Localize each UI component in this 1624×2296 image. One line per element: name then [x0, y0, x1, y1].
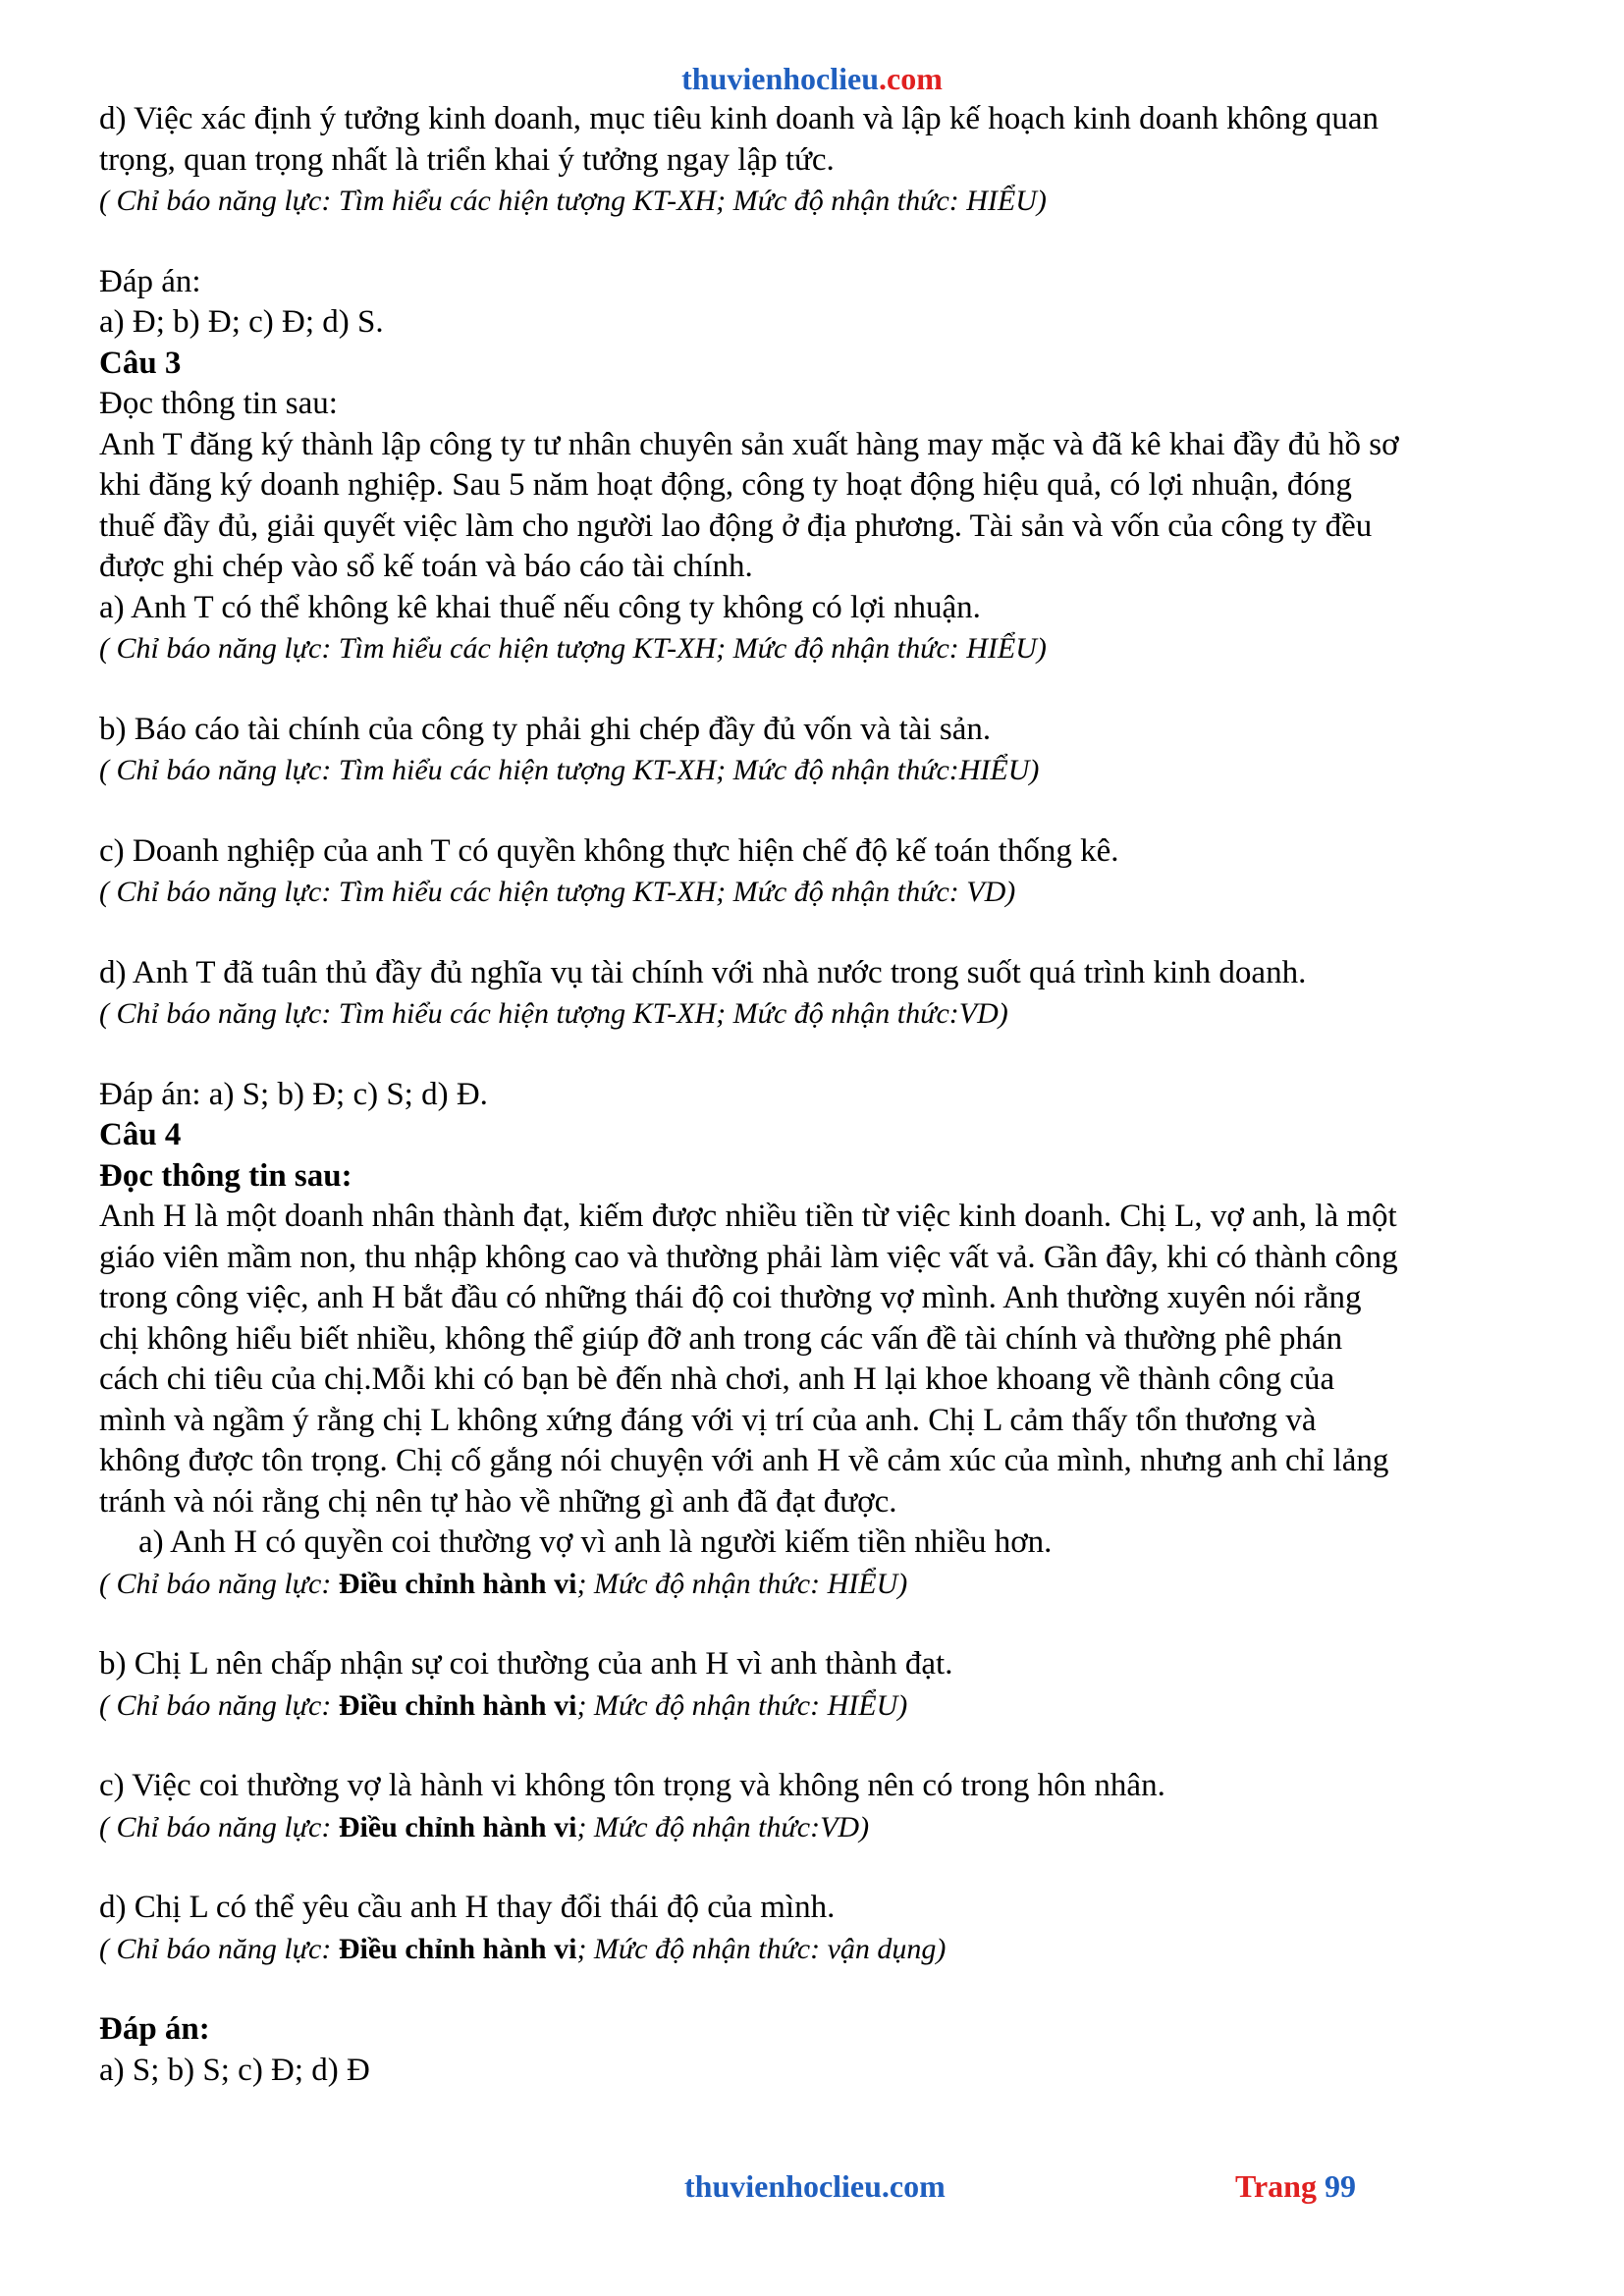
- q4-item-b-note: [99, 1685, 1543, 1727]
- footer-site-name: thuvienhoclieu.com: [684, 2168, 946, 2204]
- note-prefix: ( Chỉ báo năng lực:: [99, 1932, 339, 1965]
- note-competency: Điều chỉnh hành vi: [338, 1932, 577, 1965]
- q4-answer: a) S; b) S; c) Đ; d) Đ: [99, 2052, 370, 2088]
- q4-item-a-note: [99, 1564, 1543, 1605]
- q2-item-d-line2: trọng, quan trọng nhất là triển khai ý tưởng ngay lập tức.: [99, 141, 835, 178]
- note-competency: Điều chỉnh hành vi: [338, 1688, 577, 1722]
- note-suffix: ; Mức độ nhận thức: HIỂU): [576, 1567, 908, 1600]
- q4-passage-line: giáo viên mầm non, thu nhập không cao và thường phải làm việc vất vả. Gần đây, khi có thành công: [99, 1239, 1398, 1275]
- q3-passage-line: được ghi chép vào sổ kế toán và báo cáo tài chính.: [99, 549, 753, 584]
- q3-item-a: a) Anh T có thể không kê khai thuế nếu công ty không có lợi nhuận.: [99, 589, 981, 625]
- header-site-name-part2: .com: [879, 61, 943, 96]
- q3-intro: Đọc thông tin sau:: [99, 386, 338, 421]
- page-content: [99, 99, 1543, 2091]
- q3-item-b-note: ( Chỉ báo năng lực: Tìm hiểu các hiện tượng KT-XH; Mức độ nhận thức:HIỂU): [99, 754, 1040, 786]
- header-site-name-part1: thuvienhoclieu: [681, 61, 880, 96]
- note-prefix: ( Chỉ báo năng lực:: [99, 1810, 339, 1843]
- q3-item-a-note: ( Chỉ báo năng lực: Tìm hiểu các hiện tượng KT-XH; Mức độ nhận thức: HIỂU): [99, 632, 1047, 665]
- q4-passage-line: Anh H là một doanh nhân thành đạt, kiếm được nhiều tiền từ việc kinh doanh. Chị L, vợ anh, là một: [99, 1199, 1397, 1234]
- q2-item-d-note: ( Chỉ báo năng lực: Tìm hiểu các hiện tượng KT-XH; Mức độ nhận thức: HIỂU): [99, 185, 1047, 217]
- q2-answer: a) Đ; b) Đ; c) Đ; d) S.: [99, 304, 384, 340]
- q3-passage-line: Anh T đăng ký thành lập công ty tư nhân chuyên sản xuất hàng may mặc và đã kê khai đầy đủ hồ sơ: [99, 426, 1399, 462]
- q3-item-d: d) Anh T đã tuân thủ đầy đủ nghĩa vụ tài chính với nhà nước trong suốt quá trình kinh doanh.: [99, 954, 1307, 990]
- q4-intro: Đọc thông tin sau:: [99, 1157, 352, 1194]
- q4-item-a: a) Anh H có quyền coi thường vợ vì anh là người kiếm tiền nhiều hơn.: [138, 1524, 1053, 1560]
- note-competency: Điều chỉnh hành vi: [338, 1810, 577, 1843]
- q4-title: Câu 4: [99, 1117, 182, 1152]
- header-site-name: [0, 59, 1624, 98]
- q3-item-c: c) Doanh nghiệp của anh T có quyền không thực hiện chế độ kế toán thống kê.: [99, 832, 1119, 869]
- q4-passage-line: cách chi tiêu của chị.Mỗi khi có bạn bè đến nhà chơi, anh H lại khoe khoang về thành công của: [99, 1362, 1335, 1397]
- note-competency: Điều chỉnh hành vi: [338, 1567, 577, 1600]
- q2-answer-label: Đáp án:: [99, 263, 201, 299]
- footer-page-label: Trang: [1235, 2168, 1325, 2204]
- q3-passage-line: thuế đầy đủ, giải quyết việc làm cho người lao động ở địa phương. Tài sản và vốn của công ty đều: [99, 507, 1373, 544]
- note-suffix: ; Mức độ nhận thức: vận dụng): [576, 1932, 947, 1965]
- q3-passage-line: khi đăng ký doanh nghiệp. Sau 5 năm hoạt động, công ty hoạt động hiệu quả, có lợi nhuận, đóng: [99, 467, 1352, 503]
- q2-item-d-line1: d) Việc xác định ý tưởng kinh doanh, mục tiêu kinh doanh và lập kế hoạch kinh doanh không quan: [99, 101, 1379, 136]
- q4-item-b: b) Chị L nên chấp nhận sự coi thường của anh H vì anh thành đạt.: [99, 1646, 953, 1682]
- q4-passage-line: trong công việc, anh H bắt đầu có những thái độ coi thường vợ mình. Anh thường xuyên nói rằng: [99, 1280, 1362, 1315]
- q4-passage-line: chị không hiểu biết nhiều, không thể giúp đỡ anh trong các vấn đề tài chính và thường phê phán: [99, 1320, 1343, 1357]
- q4-item-d: d) Chị L có thể yêu cầu anh H thay đổi thái độ của mình.: [99, 1890, 836, 1925]
- q3-item-d-note: ( Chỉ báo năng lực: Tìm hiểu các hiện tượng KT-XH; Mức độ nhận thức:VD): [99, 997, 1008, 1030]
- note-suffix: ; Mức độ nhận thức:VD): [576, 1810, 870, 1843]
- q4-passage-line: không được tôn trọng. Chị cố gắng nói chuyện với anh H về cảm xúc của mình, nhưng anh chỉ lảng: [99, 1443, 1389, 1478]
- q4-item-d-note: [99, 1929, 1543, 1970]
- q3-item-c-note: ( Chỉ báo năng lực: Tìm hiểu các hiện tượng KT-XH; Mức độ nhận thức: VD): [99, 876, 1016, 908]
- q3-title: Câu 3: [99, 345, 182, 381]
- q3-answer: Đáp án: a) S; b) Đ; c) S; d) Đ.: [99, 1076, 488, 1112]
- note-prefix: ( Chỉ báo năng lực:: [99, 1567, 339, 1600]
- q4-passage-line: mình và ngầm ý rằng chị L không xứng đáng với vị trí của anh. Chị L cảm thấy tổn thương và: [99, 1402, 1317, 1438]
- q4-item-c: c) Việc coi thường vợ là hành vi không tôn trọng và không nên có trong hôn nhân.: [99, 1768, 1165, 1803]
- q3-item-b: b) Báo cáo tài chính của công ty phải ghi chép đầy đủ vốn và tài sản.: [99, 711, 992, 747]
- q4-item-c-note: [99, 1807, 1543, 1848]
- footer-page-value: 99: [1324, 2168, 1356, 2204]
- note-suffix: ; Mức độ nhận thức: HIỂU): [576, 1688, 908, 1722]
- q4-answer-label: Đáp án:: [99, 2011, 210, 2047]
- q4-passage-line: tránh và nói rằng chị nên tự hào về những gì anh đã đạt được.: [99, 1483, 897, 1520]
- note-prefix: ( Chỉ báo năng lực:: [99, 1688, 339, 1722]
- footer-page-number: [1235, 2166, 1356, 2206]
